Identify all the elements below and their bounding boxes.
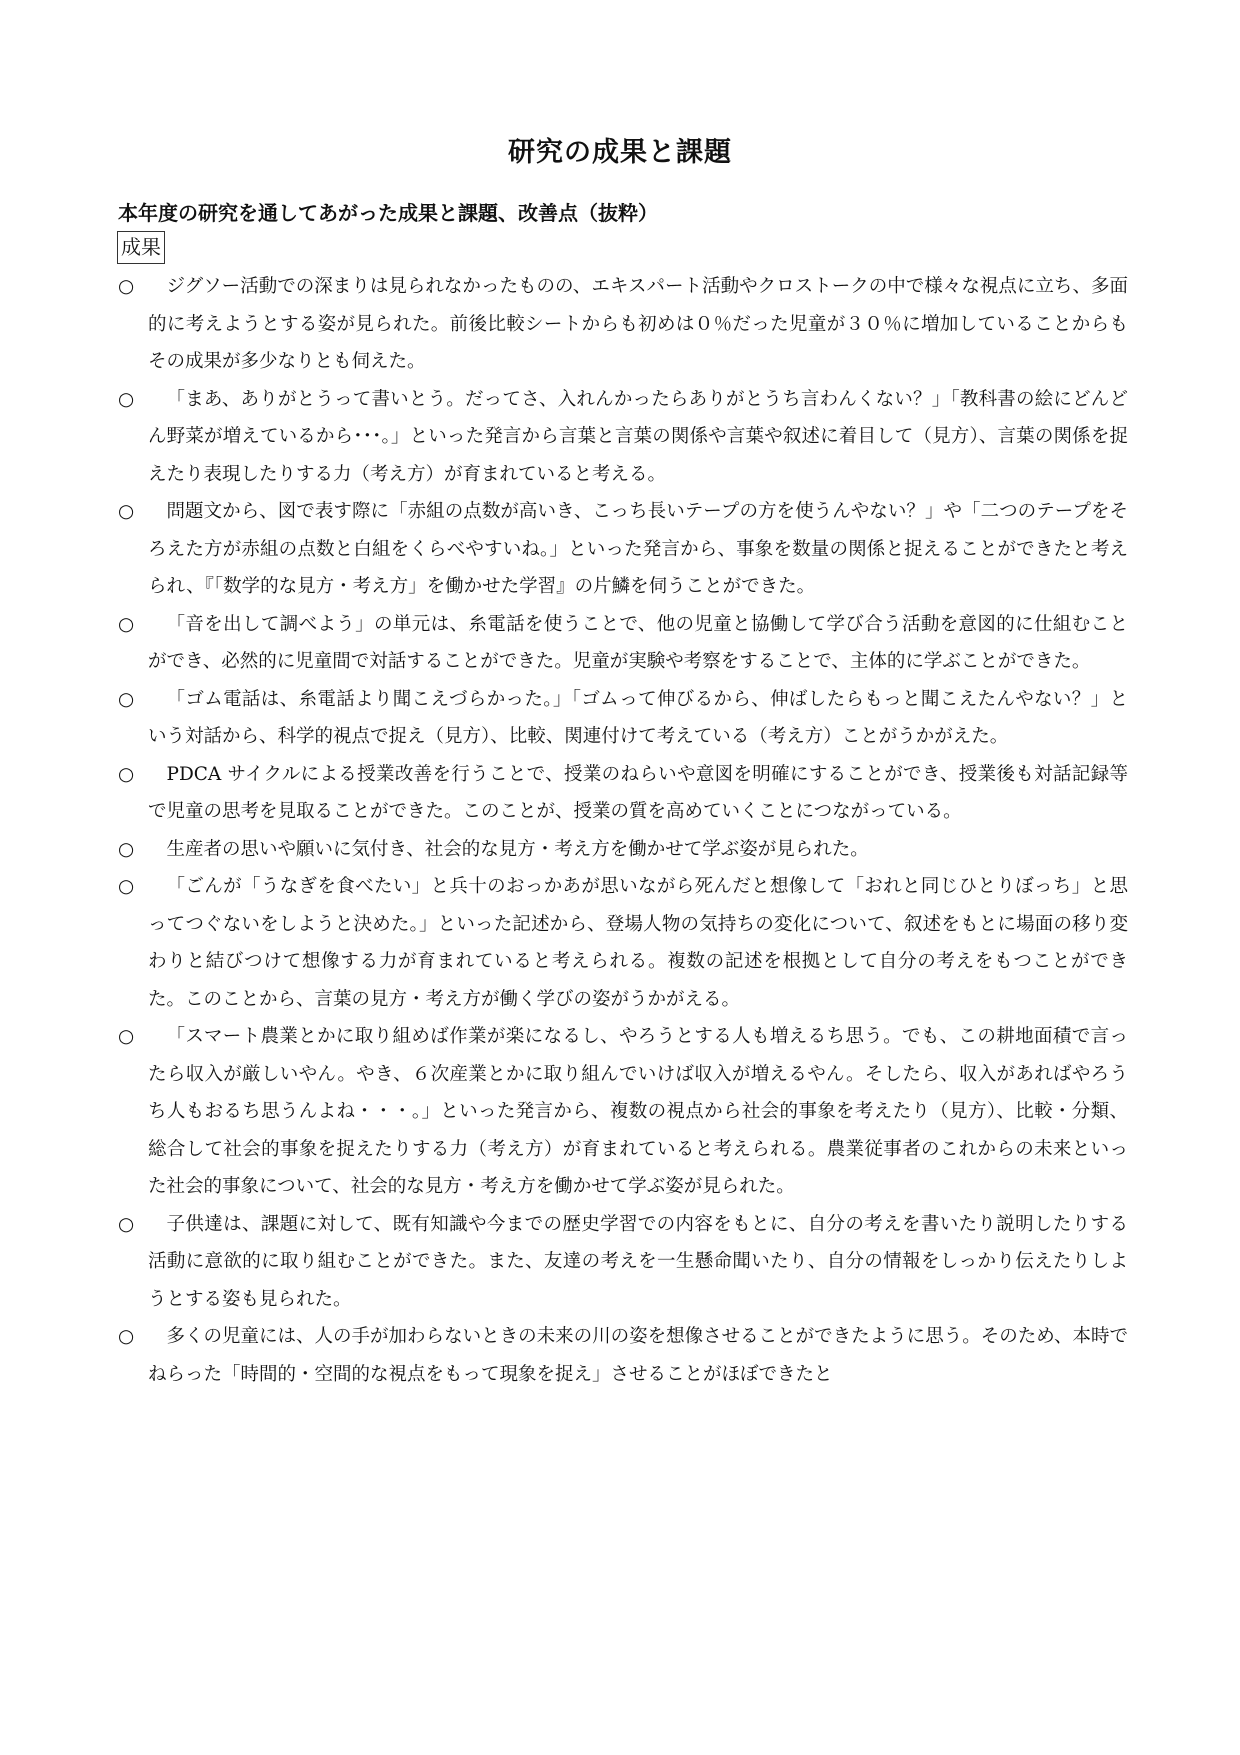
list-item-text: PDCA サイクルによる授業改善を行うことで、授業のねらいや意図を明確にすることができ、授業後も対話記録等で児童の思考を見取ることができた。このことが、授業の質を高めていくことにつながっている。 bbox=[148, 763, 1128, 822]
bullet-circle-icon: ○ bbox=[118, 276, 135, 297]
list-item-text: 問題文から、図で表す際に「赤組の点数が高いき、こっち長いテープの方を使うんやない？」や「二つのテープをそろえた方が赤組の点数と白組をくらべやすいね。」といった発言から、事象を数量の関係と捉えることができたと考えられ、『「数学的な見方・考え方」を働かせた学習』の片鱗を伺うことができた。 bbox=[148, 501, 1128, 597]
list-item-text: 「ごんが「うなぎを食べたい」と兵十のおっかあが思いながら死んだと想像して「おれと同じひとりぼっち」と思ってつぐないをしようと決めた。」といった記述から、登場人物の気持ちの変化について、叙述をもとに場面の移り変わりと結びつけて想像する力が育まれていると考えられる。複数の記述を根拠として自分の考えをもつことができた。このことから、言葉の見方・考え方が働く学びの姿がうかがえる。 bbox=[148, 876, 1128, 1010]
list-item bbox=[118, 831, 1128, 869]
bullet-circle-icon: ○ bbox=[118, 1326, 135, 1347]
bullet-circle-icon: ○ bbox=[118, 501, 135, 522]
list-item bbox=[118, 268, 1128, 381]
list-item bbox=[118, 606, 1128, 681]
list-item bbox=[118, 868, 1128, 1018]
list-item bbox=[118, 756, 1128, 831]
list-item-text: 多くの児童には、人の手が加わらないときの未来の川の姿を想像させることができたように思う。そのため、本時でねらった「時間的・空間的な視点をもって現象を捉え」させることがほぼできたと bbox=[148, 1326, 1128, 1385]
bullet-circle-icon: ○ bbox=[118, 1026, 135, 1047]
list-item bbox=[118, 681, 1128, 756]
list-item bbox=[118, 493, 1128, 606]
bullet-circle-icon: ○ bbox=[118, 388, 135, 410]
bullet-circle-icon: ○ bbox=[118, 763, 135, 785]
results-list bbox=[118, 268, 1128, 1393]
bullet-circle-icon: ○ bbox=[118, 613, 135, 635]
page-title: 研究の成果と課題 bbox=[508, 137, 732, 168]
section-subtitle: 本年度の研究を通してあがった成果と課題、改善点（抜粋） bbox=[118, 201, 658, 225]
list-item bbox=[118, 1318, 1128, 1393]
list-item bbox=[118, 1206, 1128, 1319]
list-item bbox=[118, 1018, 1128, 1206]
list-item bbox=[118, 381, 1128, 494]
list-item-text: 生産者の思いや願いに気付き、社会的な見方・考え方を働かせて学ぶ姿が見られた。 bbox=[166, 838, 869, 860]
bullet-circle-icon: ○ bbox=[118, 688, 135, 710]
list-item-text: 「まあ、ありがとうって書いとう。だってさ、入れんかったらありがとうち言わんくない？」「教科書の絵にどんどん野菜が増えているから･･･。」といった発言から言葉と言葉の関係や言葉や叙述に着目して（見方）、言葉の関係を捉えたり表現したりする力（考え方）が育まれていると考える。 bbox=[148, 388, 1128, 485]
list-item-text: 子供達は、課題に対して、既有知識や今までの歴史学習での内容をもとに、自分の考えを書いたり説明したりする活動に意欲的に取り組むことができた。また、友達の考えを一生懸命聞いたり、自分の情報をしっかり伝えたりしようとする姿も見られた。 bbox=[148, 1213, 1128, 1310]
bullet-circle-icon: ○ bbox=[118, 876, 135, 897]
bullet-circle-icon: ○ bbox=[118, 1213, 135, 1235]
list-item-text: ジグソー活動での深まりは見られなかったものの、エキスパート活動やクロストークの中で様々な視点に立ち、多面的に考えようとする姿が見られた。前後比較シートからも初めは０％だった児童が３０％に増加していることからもその成果が多少なりとも伺えた。 bbox=[148, 276, 1128, 372]
section-label-box: 成果 bbox=[117, 231, 165, 264]
list-item-text: 「音を出して調べよう」の単元は、糸電話を使うことで、他の児童と協働して学び合う活動を意図的に仕組むことができ、必然的に児童間で対話することができた。児童が実験や考察をすることで、主体的に学ぶことができた。 bbox=[148, 613, 1128, 672]
list-item-text: 「ゴム電話は、糸電話より聞こえづらかった。」「ゴムって伸びるから、伸ばしたらもっと聞こえたんやない？」という対話から、科学的視点で捉え（見方）、比較、関連付けて考えている（考え方）ことがうかがえた。 bbox=[148, 688, 1128, 747]
list-item-text: 「スマート農業とかに取り組めば作業が楽になるし、やろうとする人も増えるち思う。でも、この耕地面積で言ったら収入が厳しいやん。やき、６次産業とかに取り組んでいけば収入が増えるやん。そしたら、収入があればやろうち人もおるち思うんよね・・・。」といった発言から、複数の視点から社会的事象を考えたり（見方）、比較・分類、総合して社会的事象を捉えたりする力（考え方）が育まれていると考えられる。農業従事者のこれからの未来といった社会的事象について、社会的な見方・考え方を働かせて学ぶ姿が見られた。 bbox=[148, 1026, 1128, 1197]
bullet-circle-icon: ○ bbox=[118, 838, 135, 860]
